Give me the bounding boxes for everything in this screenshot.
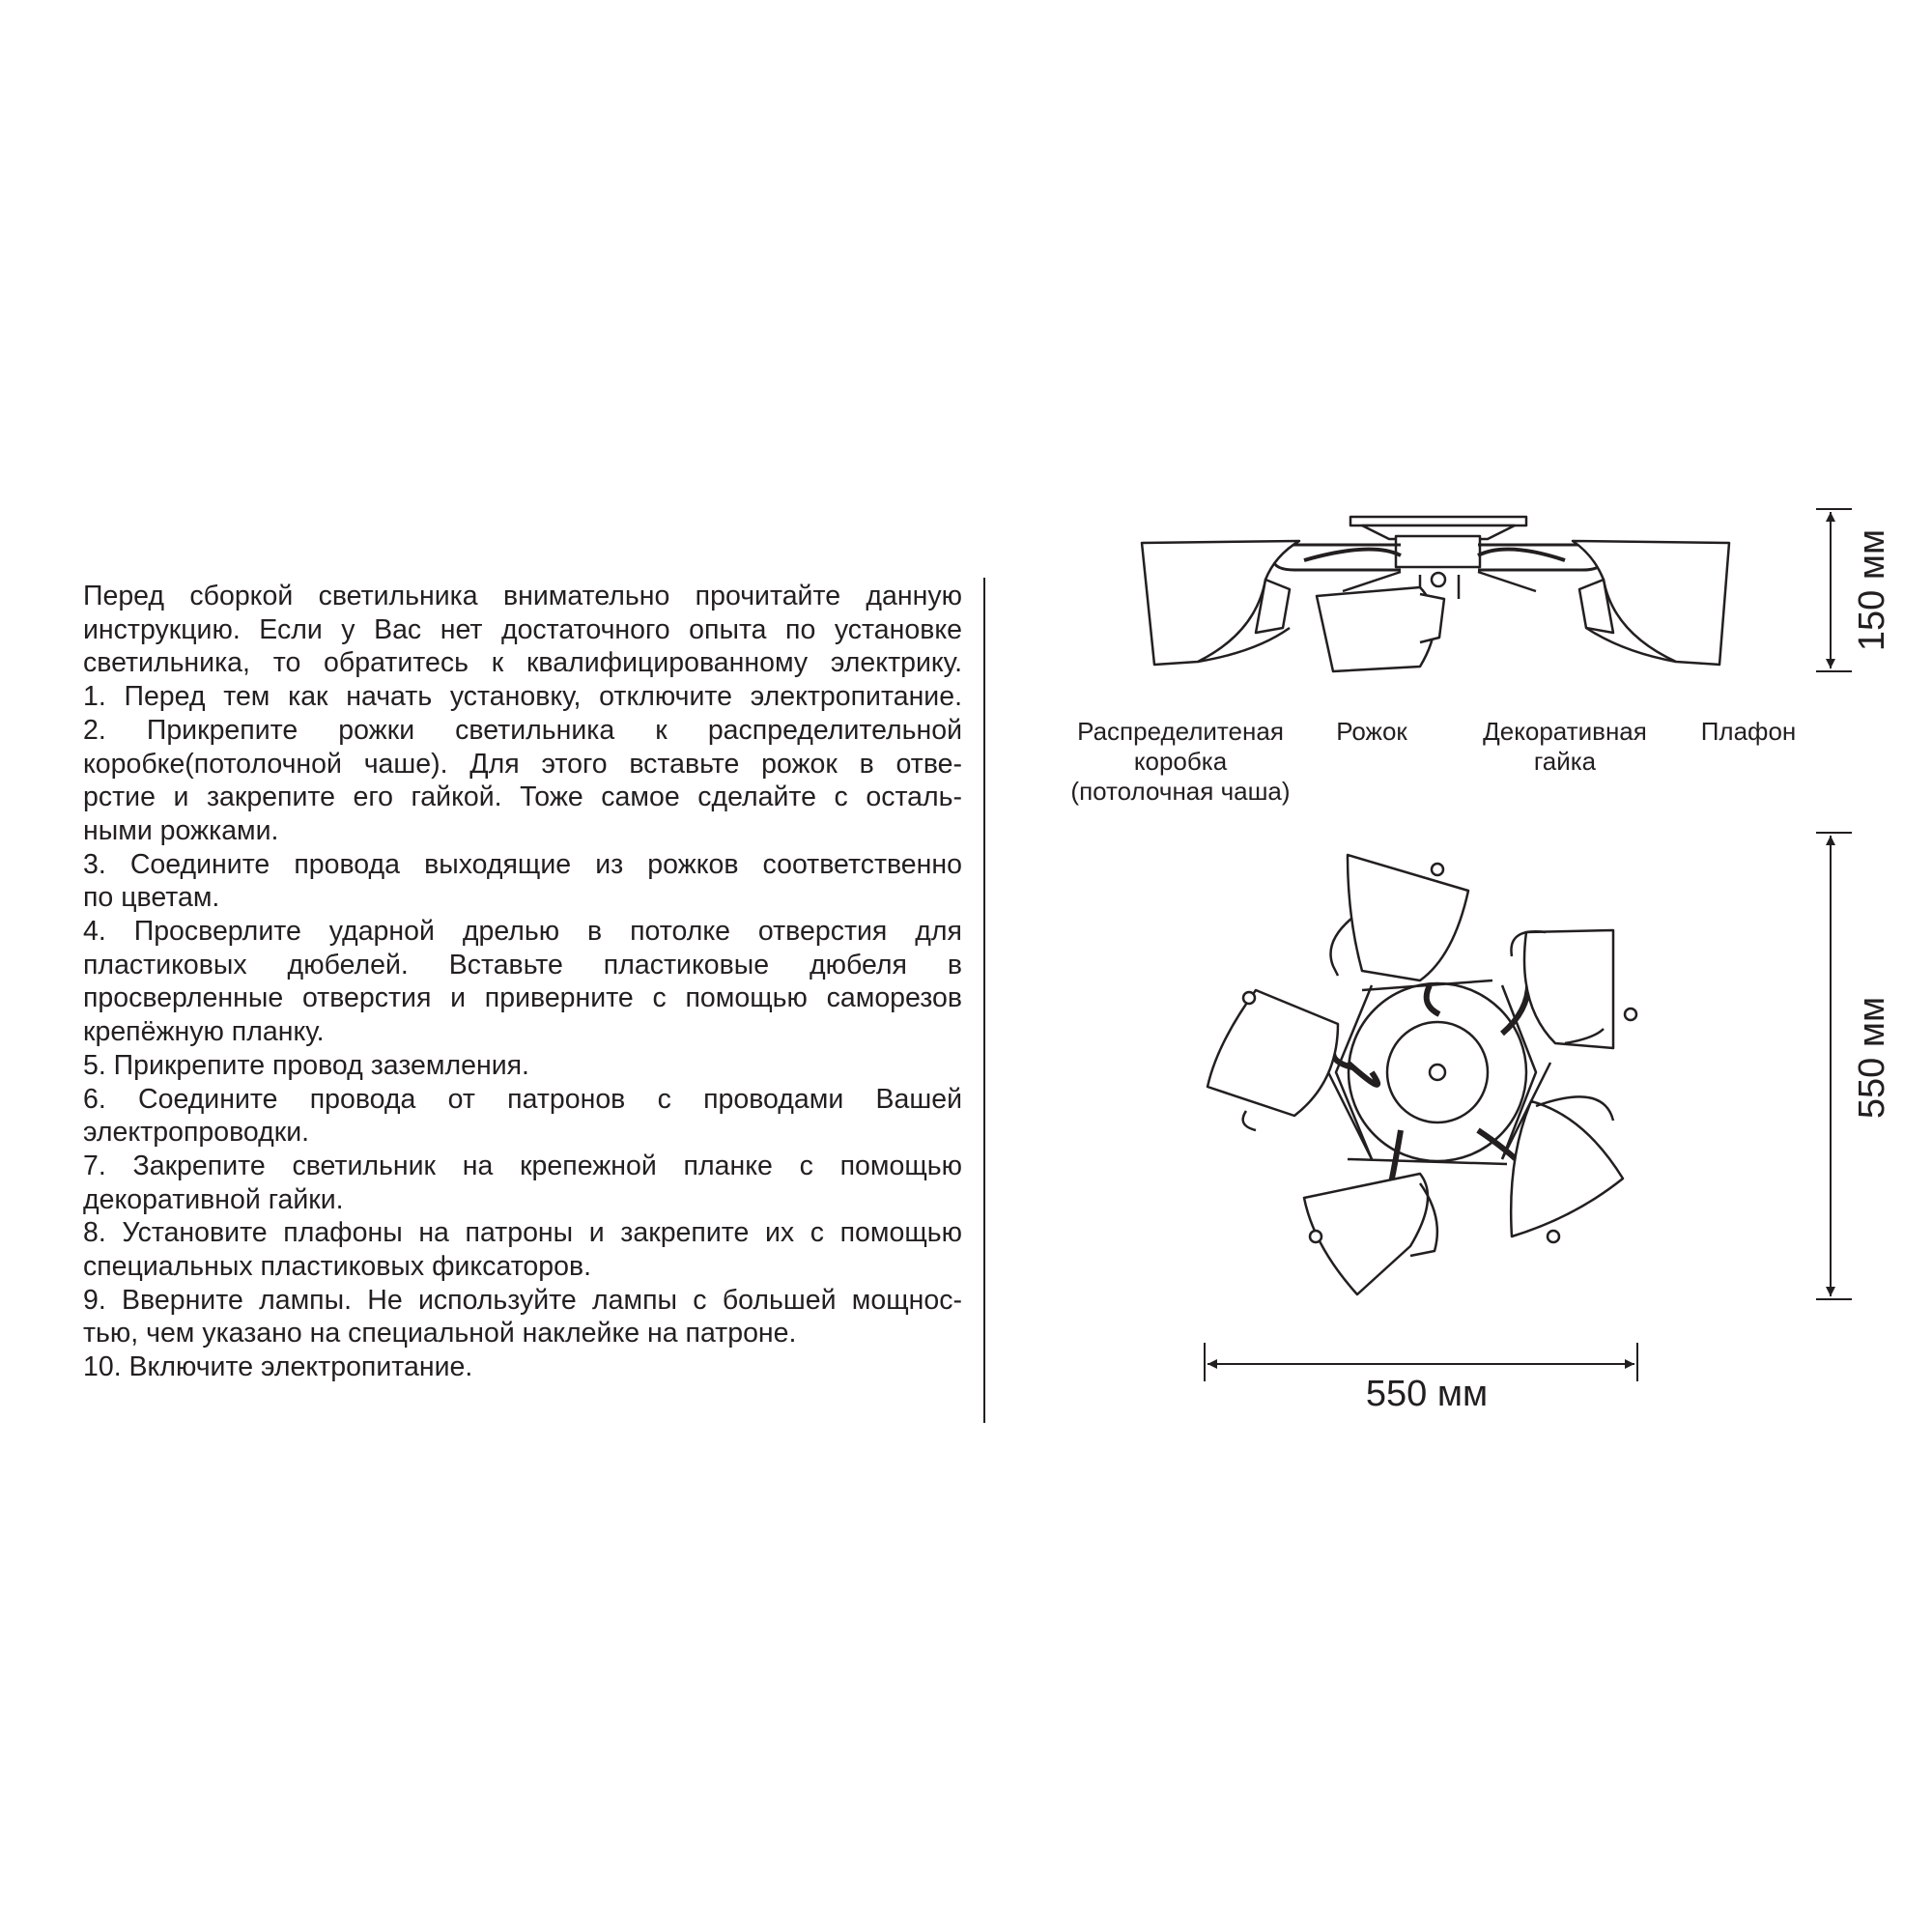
instruction-line: специальных пластиковых фиксаторов. (83, 1251, 592, 1283)
instruction-line: коробке(потолочной чаше). Для этого вставьте рожок в отве- (83, 748, 962, 780)
instruction-line: пластиковых дюбелей. Вставьте пластиковые дюбеля в (83, 949, 962, 980)
instruction-line: светильника, то обратитесь к квалифицированному электрику. (83, 647, 962, 679)
label-line: Распределитеная (1077, 717, 1284, 746)
instruction-line: 5. Прикрепите провод заземления. (83, 1049, 529, 1081)
instruction-line: электропроводки. (83, 1117, 310, 1149)
instruction-line: 3. Соедините провода выходящие из рожков соответственно (83, 848, 962, 880)
label-line: Рожок (1336, 717, 1407, 746)
instruction-line: 4. Просверлите ударной дрелью в потолке отверстия для (83, 916, 962, 948)
instruction-line: 8. Установите плафоны на патроны и закрепите их с помощью (83, 1217, 962, 1249)
shade-center (1317, 587, 1435, 671)
instruction-line: 2. Прикрепите рожки светильника к распределительной (83, 714, 962, 746)
instruction-line: рстие и закрепите его гайкой. Тоже самое сделайте с осталь- (83, 781, 962, 813)
label-line: Плафон (1700, 717, 1797, 746)
depth-dim-label: 550 мм (1852, 996, 1892, 1120)
instruction-line: просверленные отверстия и приверните с помощью саморезов (83, 982, 962, 1014)
instruction-line: Перед сборкой светильника внимательно прочитайте данную (83, 581, 962, 611)
instruction-line: 1. Перед тем как начать установку, отключите электропитание. (83, 681, 962, 713)
instruction-line: 7. Закрепите светильник на крепежной планке с помощью (83, 1150, 962, 1181)
shade-top-2 (1511, 930, 1636, 1048)
instruction-line: 10. Включите электропитание. (83, 1351, 473, 1383)
depth-dimension (1816, 833, 1852, 1299)
decorative-nut-top (1430, 1065, 1445, 1080)
width-dim-label: 550 мм (1365, 1374, 1489, 1414)
ceiling-plate (1350, 517, 1526, 526)
instruction-line: инструкцию. Если у Вас нет достаточного опыта по установке (83, 613, 962, 645)
label-line: коробка (1133, 747, 1228, 776)
instruction-line: ными рожками. (83, 814, 279, 846)
instruction-line: тью, чем указано на специальной наклейке на патроне. (83, 1318, 797, 1350)
shade-top-3 (1208, 990, 1338, 1130)
instruction-line: крепёжную планку. (83, 1016, 325, 1048)
decorative-nut (1432, 573, 1445, 586)
shade-top-4 (1304, 1174, 1437, 1294)
label-line: (потолочная чаша) (1070, 777, 1291, 806)
shade-top-1 (1331, 855, 1469, 980)
top-view-drawing (1208, 855, 1636, 1294)
height-dimension (1816, 509, 1852, 671)
instruction-line: по цветам. (83, 882, 220, 914)
side-view-drawing (1142, 517, 1729, 671)
label-line: гайка (1533, 747, 1597, 776)
height-dim-label: 150 мм (1852, 528, 1892, 652)
shade-top-5 (1511, 1096, 1623, 1242)
distribution-box-body (1396, 536, 1480, 567)
instruction-line: 9. Вверните лампы. Не используйте лампы с большей мощнос- (83, 1284, 962, 1316)
label-line: Декоративная (1483, 717, 1647, 746)
instruction-line: 6. Соедините провода от патронов с проводами Вашей (83, 1083, 962, 1115)
instruction-line: декоративной гайки. (83, 1183, 344, 1215)
